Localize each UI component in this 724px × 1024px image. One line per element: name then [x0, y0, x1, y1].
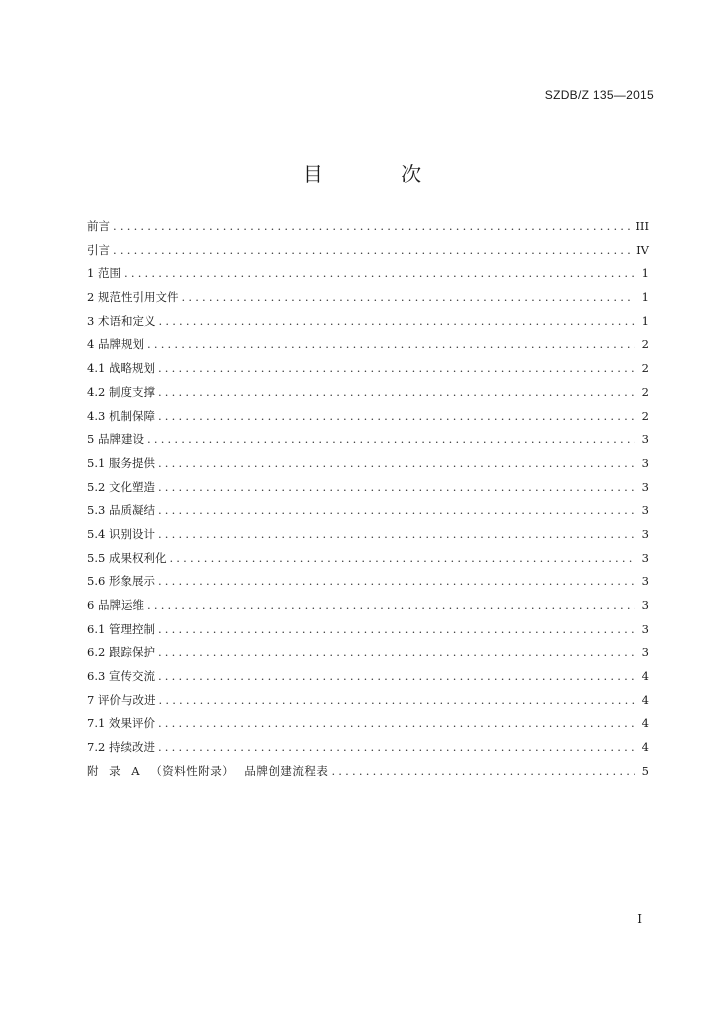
toc-entry-6-2[interactable]	[87, 644, 649, 668]
toc-entry-4-1[interactable]	[87, 360, 649, 384]
dot-leader	[113, 243, 632, 257]
toc-entry-page: 1	[641, 290, 649, 305]
toc-entry-page: 2	[641, 384, 649, 399]
toc-entry-4-2[interactable]	[87, 384, 649, 408]
toc-entry-label: 5 品牌建设	[87, 432, 144, 447]
toc-entry-page: III	[635, 219, 649, 233]
toc-entry-page: 3	[641, 503, 649, 518]
toc-entry-label: 4.2 制度支撑	[87, 384, 155, 399]
toc-entry-4-3[interactable]	[87, 408, 649, 432]
toc-entry-label: 4 品牌规划	[87, 337, 144, 352]
dot-leader	[169, 551, 635, 565]
toc-entry-page: 3	[641, 526, 649, 541]
toc-entry-page: 4	[641, 740, 649, 755]
toc-entry-1[interactable]	[87, 265, 649, 289]
toc-entry-label: 前言	[87, 219, 110, 233]
toc-entry-5-5[interactable]	[87, 550, 649, 574]
toc-entry-page: 2	[641, 361, 649, 376]
dot-leader	[158, 574, 635, 588]
toc-entry-3[interactable]	[87, 313, 649, 337]
dot-leader	[181, 290, 635, 304]
dot-leader	[158, 645, 635, 659]
dot-leader	[158, 503, 635, 517]
toc-entry-5-2[interactable]	[87, 479, 649, 503]
toc-entry-6-3[interactable]	[87, 668, 649, 692]
toc-entry-page: 4	[641, 692, 649, 707]
toc-entry-2[interactable]	[87, 289, 649, 313]
toc-entry-7-1[interactable]	[87, 715, 649, 739]
toc-entry-page: 3	[641, 432, 649, 447]
toc-entry-foreword[interactable]	[87, 218, 649, 242]
toc-entry-label: 7.2 持续改进	[87, 740, 155, 755]
dot-leader	[331, 764, 635, 778]
dot-leader	[158, 361, 635, 375]
toc-entry-page: 3	[641, 550, 649, 565]
toc-entry-label: 7.1 效果评价	[87, 716, 155, 731]
dot-leader	[158, 716, 635, 730]
toc-entry-5[interactable]	[87, 431, 649, 455]
toc-entry-page: 5	[641, 763, 649, 778]
toc-entry-label: 5.2 文化塑造	[87, 479, 155, 494]
dot-leader	[158, 314, 635, 328]
toc-entry-label: 4.1 战略规划	[87, 361, 155, 376]
dot-leader	[158, 456, 635, 470]
dot-leader	[147, 337, 635, 351]
toc-entry-label: 5.6 形象展示	[87, 574, 155, 589]
toc-entry-5-6[interactable]	[87, 573, 649, 597]
toc-entry-page: 3	[641, 621, 649, 636]
dot-leader	[158, 669, 635, 683]
toc-entry-label: 引言	[87, 242, 110, 257]
page-number: I	[637, 912, 642, 926]
toc-entry-page: 1	[641, 313, 649, 328]
toc-entry-label: 附 录 A （资料性附录） 品牌创建流程表	[87, 763, 329, 778]
toc-entry-page: IV	[636, 242, 649, 257]
dot-leader	[124, 266, 635, 280]
toc-entry-7-2[interactable]	[87, 739, 649, 763]
dot-leader	[158, 527, 635, 541]
toc-entry-introduction[interactable]	[87, 242, 649, 266]
toc-entry-page: 2	[641, 337, 649, 352]
toc-entry-page: 4	[641, 716, 649, 731]
toc-entry-page: 1	[641, 266, 649, 281]
toc-entry-page: 3	[641, 455, 649, 470]
toc-entry-page: 3	[641, 574, 649, 589]
toc-entry-page: 3	[641, 598, 649, 612]
dot-leader	[147, 598, 635, 612]
toc-entry-5-3[interactable]	[87, 502, 649, 526]
standard-number: SZDB/Z 135—2015	[544, 88, 654, 102]
toc-entry-label: 5.5 成果权利化	[87, 550, 167, 565]
toc-entry-label: 2 规范性引用文件	[87, 290, 179, 305]
toc-entry-6-1[interactable]	[87, 621, 649, 645]
dot-leader	[147, 432, 635, 446]
toc-entry-label: 6 品牌运维	[87, 598, 144, 612]
toc-entry-6[interactable]	[87, 597, 649, 621]
page-title: 目 次	[302, 162, 458, 186]
toc-entry-label: 6.3 宣传交流	[87, 669, 155, 684]
dot-leader	[113, 219, 631, 233]
toc-entry-5-1[interactable]	[87, 455, 649, 479]
toc-entry-7[interactable]	[87, 692, 649, 716]
toc-entry-label: 7 评价与改进	[87, 692, 156, 707]
toc-entry-label: 6.1 管理控制	[87, 621, 155, 636]
toc-entry-label: 5.1 服务提供	[87, 455, 155, 470]
dot-leader	[158, 480, 635, 494]
toc-entry-page: 2	[641, 408, 649, 423]
toc-entry-label: 1 范围	[87, 266, 121, 281]
toc-entry-label: 5.3 品质凝结	[87, 503, 155, 518]
dot-leader	[158, 409, 635, 423]
toc-entry-page: 3	[641, 645, 649, 660]
dot-leader	[158, 385, 635, 399]
table-of-contents	[87, 218, 649, 787]
toc-entry-page: 4	[641, 669, 649, 684]
dot-leader	[158, 622, 635, 636]
toc-entry-4[interactable]	[87, 336, 649, 360]
toc-entry-label: 6.2 跟踪保护	[87, 645, 155, 660]
toc-entry-annex-a[interactable]	[87, 763, 649, 787]
toc-entry-5-4[interactable]	[87, 526, 649, 550]
dot-leader	[158, 693, 635, 707]
toc-entry-label: 4.3 机制保障	[87, 408, 155, 423]
dot-leader	[158, 740, 635, 754]
toc-entry-label: 3 术语和定义	[87, 313, 156, 328]
toc-entry-page: 3	[641, 479, 649, 494]
toc-entry-label: 5.4 识别设计	[87, 526, 155, 541]
